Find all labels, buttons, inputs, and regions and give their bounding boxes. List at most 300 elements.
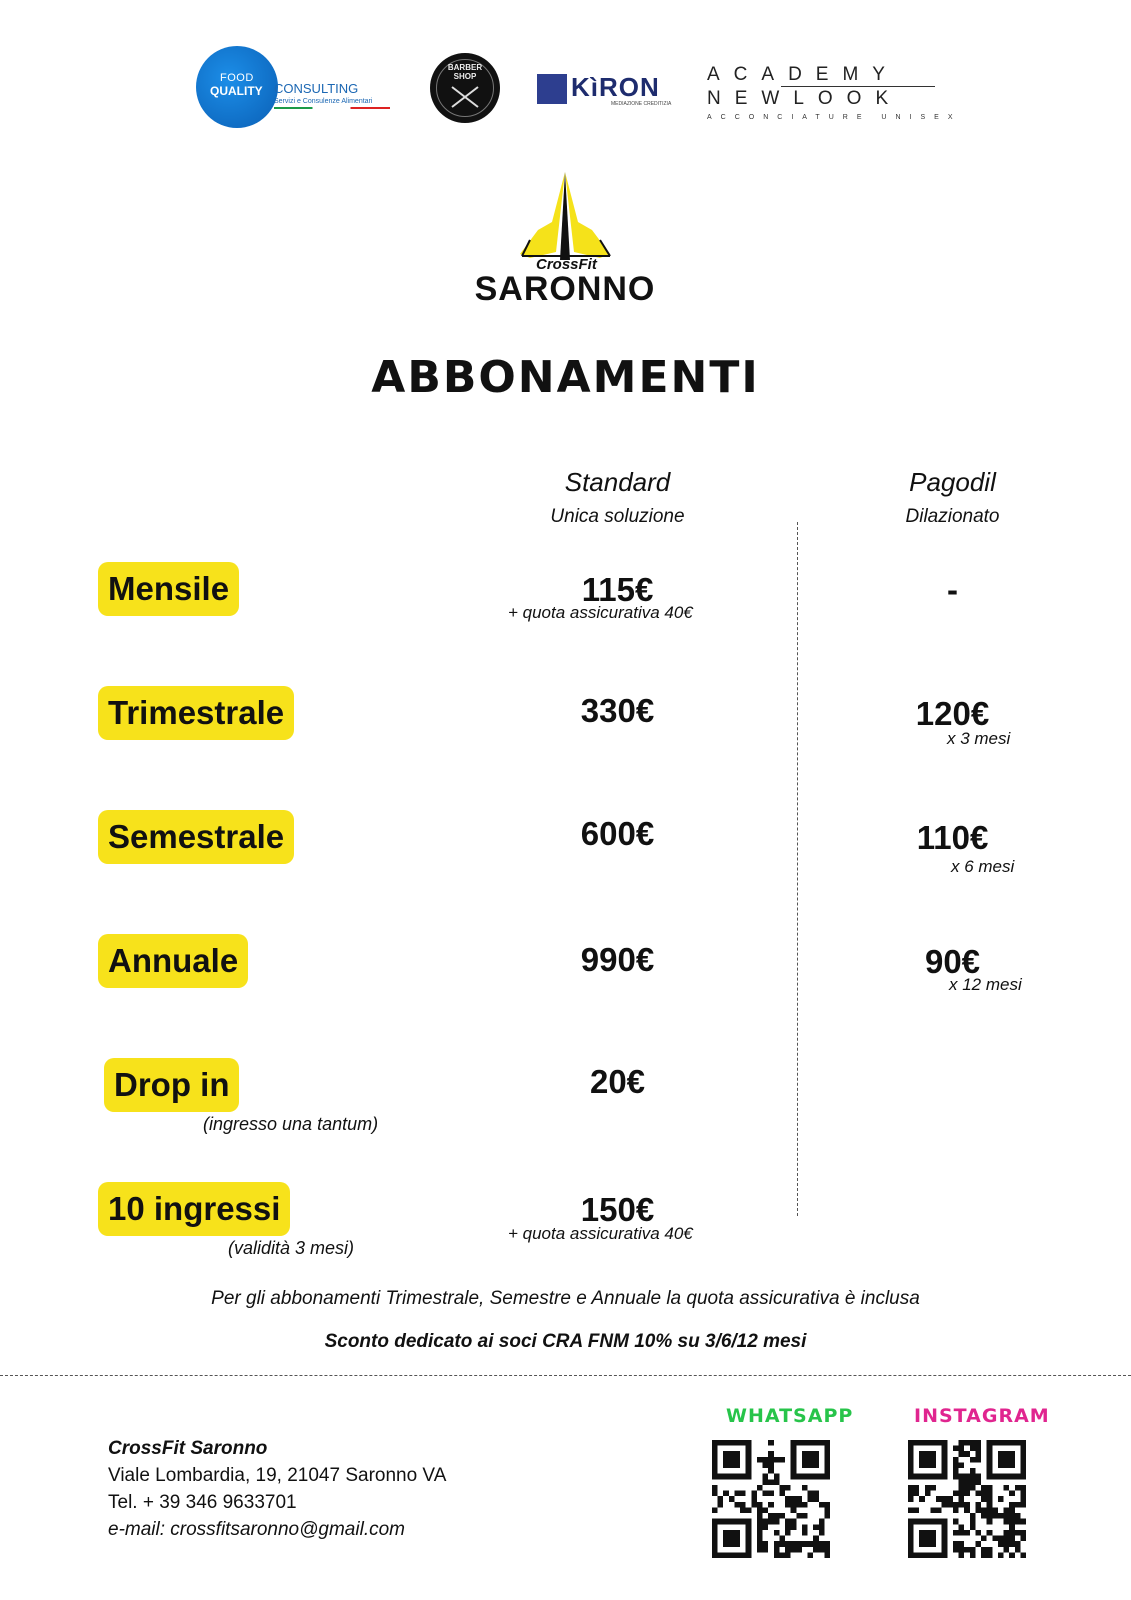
qr-module — [953, 1446, 959, 1452]
qr-module — [712, 1462, 718, 1468]
pagodil-title: Pagodil — [909, 467, 996, 497]
qr-module — [757, 1485, 763, 1491]
whatsapp-qr-code[interactable] — [712, 1440, 830, 1558]
qr-module — [768, 1513, 774, 1519]
qr-module — [919, 1552, 925, 1558]
qr-module — [919, 1496, 925, 1502]
qr-module — [1020, 1446, 1026, 1452]
qr-module — [964, 1507, 970, 1513]
qr-module — [981, 1496, 987, 1502]
qr-module — [779, 1457, 785, 1463]
qr-module — [1020, 1468, 1026, 1474]
qr-module — [734, 1451, 740, 1457]
qr-module — [802, 1513, 808, 1519]
qr-module — [914, 1474, 920, 1480]
qr-module — [959, 1462, 965, 1468]
barber-shop-logo — [430, 53, 500, 123]
qr-module — [975, 1440, 981, 1446]
qr-module — [970, 1457, 976, 1463]
qr-module — [942, 1457, 948, 1463]
qr-module — [998, 1457, 1004, 1463]
qr-module — [712, 1451, 718, 1457]
qr-module — [959, 1496, 965, 1502]
qr-module — [768, 1440, 774, 1446]
whatsapp-label: WHATSAPP — [726, 1405, 854, 1427]
qr-module — [959, 1451, 965, 1457]
footer-divider — [0, 1375, 1131, 1376]
qr-module — [757, 1547, 763, 1553]
qr-module — [1004, 1530, 1010, 1536]
qr-module — [791, 1440, 797, 1446]
qr-module — [1020, 1502, 1026, 1508]
qr-module — [947, 1502, 953, 1508]
qr-module — [774, 1547, 780, 1553]
qr-module — [959, 1524, 965, 1530]
qr-module — [942, 1524, 948, 1530]
qr-module — [746, 1541, 752, 1547]
qr-module — [1020, 1519, 1026, 1525]
instagram-qr-code[interactable] — [908, 1440, 1026, 1558]
qr-module — [740, 1491, 746, 1497]
qr-module — [975, 1479, 981, 1485]
qr-module — [919, 1536, 925, 1542]
qr-module — [774, 1552, 780, 1558]
qr-module — [998, 1552, 1004, 1558]
qr-module — [998, 1451, 1004, 1457]
qr-module — [1004, 1547, 1010, 1553]
note-pagodil-semestrale: x 6 mesi — [951, 857, 1015, 876]
qr-module — [751, 1491, 757, 1497]
qr-module — [1015, 1440, 1021, 1446]
qr-module — [718, 1519, 724, 1525]
qr-module — [746, 1457, 752, 1463]
qr-module — [987, 1440, 993, 1446]
qr-module — [987, 1491, 993, 1497]
qr-module — [723, 1474, 729, 1480]
barber-text-2: SHOP — [453, 72, 477, 81]
qr-module — [970, 1547, 976, 1553]
qr-module — [970, 1485, 976, 1491]
qr-module — [802, 1502, 808, 1508]
qr-module — [718, 1440, 724, 1446]
qr-module — [712, 1524, 718, 1530]
qr-module — [919, 1440, 925, 1446]
academy-sub: ACCONCIATURE UNISEX — [707, 114, 962, 121]
qr-module — [723, 1491, 729, 1497]
qr-module — [1004, 1440, 1010, 1446]
qr-module — [1009, 1541, 1015, 1547]
qr-module — [930, 1462, 936, 1468]
qr-module — [919, 1530, 925, 1536]
qr-module — [824, 1513, 830, 1519]
qr-module — [970, 1552, 976, 1558]
food-quality-line2: QUALITY — [210, 84, 263, 98]
qr-module — [791, 1502, 797, 1508]
qr-module — [757, 1513, 763, 1519]
qr-module — [729, 1457, 735, 1463]
qr-module — [936, 1507, 942, 1513]
qr-module — [796, 1547, 802, 1553]
qr-module — [914, 1507, 920, 1513]
qr-module — [768, 1519, 774, 1525]
crossfit-saronno-logo — [460, 170, 670, 310]
qr-module — [1009, 1451, 1015, 1457]
qr-module — [925, 1457, 931, 1463]
qr-module — [729, 1474, 735, 1480]
page-title: ABBONAMENTI — [371, 352, 760, 403]
qr-module — [1020, 1552, 1026, 1558]
qr-module — [953, 1541, 959, 1547]
qr-module — [729, 1451, 735, 1457]
barber-text-1: BARBER — [447, 63, 483, 72]
qr-module — [796, 1541, 802, 1547]
qr-module — [959, 1440, 965, 1446]
qr-module — [802, 1530, 808, 1536]
qr-module — [763, 1541, 769, 1547]
qr-module — [791, 1524, 797, 1530]
qr-module — [942, 1462, 948, 1468]
qr-module — [1020, 1485, 1026, 1491]
qr-module — [791, 1547, 797, 1553]
qr-module — [998, 1462, 1004, 1468]
qr-module — [824, 1451, 830, 1457]
qr-module — [1004, 1507, 1010, 1513]
brand-city: SARONNO — [474, 270, 656, 308]
qr-module — [964, 1474, 970, 1480]
qr-module — [964, 1485, 970, 1491]
qr-module — [774, 1513, 780, 1519]
note-pagodil-annuale: x 12 mesi — [949, 975, 1022, 994]
qr-module — [998, 1541, 1004, 1547]
qr-module — [1020, 1530, 1026, 1536]
qr-module — [992, 1507, 998, 1513]
qr-module — [1015, 1547, 1021, 1553]
qr-module — [734, 1457, 740, 1463]
qr-module — [998, 1474, 1004, 1480]
qr-module — [746, 1519, 752, 1525]
qr-module — [763, 1457, 769, 1463]
qr-module — [981, 1552, 987, 1558]
column-divider — [797, 522, 798, 1216]
academy-line1: ACADEMY — [707, 64, 899, 85]
qr-module — [729, 1552, 735, 1558]
insurance-note: Per gli abbonamenti Trimestrale, Semestre e Annuale la quota assicurativa è inclusa — [211, 1288, 920, 1309]
qr-module — [808, 1491, 814, 1497]
qr-module — [970, 1524, 976, 1530]
qr-module — [824, 1462, 830, 1468]
qr-module — [1009, 1462, 1015, 1468]
qr-module — [1009, 1536, 1015, 1542]
qr-module — [953, 1468, 959, 1474]
qr-module — [813, 1451, 819, 1457]
qr-module — [768, 1502, 774, 1508]
qr-module — [763, 1491, 769, 1497]
qr-module — [796, 1502, 802, 1508]
qr-module — [746, 1552, 752, 1558]
qr-module — [723, 1536, 729, 1542]
qr-module — [981, 1491, 987, 1497]
qr-module — [959, 1491, 965, 1497]
qr-module — [925, 1462, 931, 1468]
qr-module — [959, 1502, 965, 1508]
qr-module — [785, 1496, 791, 1502]
qr-module — [970, 1479, 976, 1485]
qr-module — [813, 1491, 819, 1497]
qr-module — [819, 1474, 825, 1480]
qr-module — [1020, 1474, 1026, 1480]
qr-module — [796, 1440, 802, 1446]
contact-email: e-mail: crossfitsaronno@gmail.com — [108, 1519, 405, 1540]
qr-module — [779, 1536, 785, 1542]
qr-module — [953, 1547, 959, 1553]
qr-module — [975, 1446, 981, 1452]
qr-module — [791, 1446, 797, 1452]
plan-label-10-ingressi: 10 ingressi — [98, 1182, 290, 1236]
qr-module — [930, 1507, 936, 1513]
qr-module — [712, 1446, 718, 1452]
qr-module — [712, 1468, 718, 1474]
qr-module — [729, 1440, 735, 1446]
qr-module — [779, 1552, 785, 1558]
italian-flag-stripe — [274, 107, 390, 109]
qr-module — [774, 1457, 780, 1463]
qr-module — [942, 1468, 948, 1474]
qr-module — [1009, 1524, 1015, 1530]
qr-module — [734, 1462, 740, 1468]
qr-module — [1004, 1462, 1010, 1468]
qr-module — [729, 1541, 735, 1547]
qr-module — [992, 1440, 998, 1446]
qr-module — [1004, 1474, 1010, 1480]
qr-module — [992, 1536, 998, 1542]
barber-logo-text — [430, 63, 500, 81]
qr-module — [718, 1502, 724, 1508]
qr-module — [908, 1446, 914, 1452]
qr-module — [992, 1513, 998, 1519]
qr-module — [925, 1474, 931, 1480]
qr-module — [925, 1485, 931, 1491]
qr-module — [1015, 1474, 1021, 1480]
qr-module — [953, 1507, 959, 1513]
qr-module — [718, 1474, 724, 1480]
qr-module — [808, 1462, 814, 1468]
qr-module — [919, 1474, 925, 1480]
qr-module — [981, 1513, 987, 1519]
qr-module — [1009, 1474, 1015, 1480]
qr-module — [936, 1552, 942, 1558]
qr-module — [824, 1446, 830, 1452]
contact-name: CrossFit Saronno — [108, 1438, 268, 1459]
qr-module — [802, 1541, 808, 1547]
qr-module — [734, 1491, 740, 1497]
standard-column-header — [500, 467, 735, 528]
qr-module — [975, 1502, 981, 1508]
qr-module — [808, 1496, 814, 1502]
qr-module — [785, 1485, 791, 1491]
instagram-label: INSTAGRAM — [914, 1405, 1050, 1427]
price-standard-drop-in: 20€ — [589, 1063, 646, 1100]
plan-label-trimestrale: Trimestrale — [98, 686, 294, 740]
qr-module — [947, 1496, 953, 1502]
qr-module — [953, 1519, 959, 1525]
qr-module — [959, 1474, 965, 1480]
qr-module — [908, 1491, 914, 1497]
qr-module — [1009, 1440, 1015, 1446]
qr-module — [964, 1502, 970, 1508]
qr-module — [959, 1485, 965, 1491]
qr-module — [975, 1457, 981, 1463]
qr-module — [987, 1519, 993, 1525]
qr-module — [718, 1552, 724, 1558]
price-standard-mensile: 115€ — [581, 571, 654, 608]
qr-module — [925, 1440, 931, 1446]
qr-module — [970, 1513, 976, 1519]
qr-module — [930, 1536, 936, 1542]
qr-module — [908, 1507, 914, 1513]
note-pagodil-trimestrale: x 3 mesi — [947, 729, 1011, 748]
qr-module — [768, 1462, 774, 1468]
qr-module — [791, 1457, 797, 1463]
qr-module — [908, 1552, 914, 1558]
note-standard-10-ingressi: + quota assicurativa 40€ — [508, 1224, 693, 1243]
qr-module — [824, 1502, 830, 1508]
academy-line2: NEWLOOK — [707, 88, 903, 109]
qr-module — [942, 1474, 948, 1480]
pagodil-subtitle: Dilazionato — [905, 506, 1000, 527]
qr-module — [734, 1502, 740, 1508]
qr-module — [1004, 1457, 1010, 1463]
qr-module — [987, 1446, 993, 1452]
qr-module — [1020, 1451, 1026, 1457]
kiron-icon — [537, 74, 567, 104]
qr-module — [734, 1530, 740, 1536]
qr-module — [779, 1513, 785, 1519]
qr-module — [975, 1507, 981, 1513]
qr-module — [1020, 1457, 1026, 1463]
qr-module — [998, 1440, 1004, 1446]
qr-module — [975, 1491, 981, 1497]
qr-module — [757, 1507, 763, 1513]
qr-module — [908, 1440, 914, 1446]
price-standard-semestrale: 600€ — [580, 815, 655, 852]
qr-module — [959, 1446, 965, 1452]
qr-module — [930, 1440, 936, 1446]
qr-module — [802, 1524, 808, 1530]
qr-module — [746, 1440, 752, 1446]
qr-module — [819, 1524, 825, 1530]
qr-module — [774, 1479, 780, 1485]
qr-module — [964, 1479, 970, 1485]
qr-module — [746, 1507, 752, 1513]
contact-block — [108, 1435, 446, 1543]
qr-module — [919, 1541, 925, 1547]
qr-module — [1020, 1496, 1026, 1502]
qr-module — [740, 1440, 746, 1446]
qr-module — [808, 1474, 814, 1480]
contact-phone: Tel. + 39 346 9633701 — [108, 1492, 297, 1513]
qr-module — [712, 1547, 718, 1553]
qr-module — [925, 1536, 931, 1542]
qr-module — [779, 1541, 785, 1547]
qr-module — [819, 1440, 825, 1446]
qr-module — [914, 1491, 920, 1497]
price-pagodil-mensile: - — [947, 571, 958, 608]
qr-module — [964, 1440, 970, 1446]
qr-module — [998, 1536, 1004, 1542]
qr-module — [734, 1552, 740, 1558]
qr-module — [802, 1457, 808, 1463]
standard-title: Standard — [564, 467, 671, 497]
qr-module — [987, 1530, 993, 1536]
brand-name: CrossFit — [536, 256, 597, 273]
qr-module — [757, 1524, 763, 1530]
qr-module — [712, 1519, 718, 1525]
qr-module — [981, 1485, 987, 1491]
qr-module — [802, 1462, 808, 1468]
qr-module — [930, 1451, 936, 1457]
qr-module — [796, 1496, 802, 1502]
pagodil-column-header — [835, 467, 1070, 528]
qr-module — [819, 1541, 825, 1547]
qr-module — [930, 1457, 936, 1463]
qr-module — [734, 1536, 740, 1542]
qr-module — [964, 1530, 970, 1536]
qr-module — [768, 1451, 774, 1457]
qr-module — [914, 1519, 920, 1525]
qr-module — [987, 1485, 993, 1491]
qr-module — [981, 1507, 987, 1513]
qr-module — [813, 1440, 819, 1446]
qr-module — [746, 1451, 752, 1457]
qr-module — [998, 1513, 1004, 1519]
qr-module — [930, 1541, 936, 1547]
qr-module — [1004, 1513, 1010, 1519]
qr-module — [908, 1485, 914, 1491]
qr-module — [942, 1530, 948, 1536]
qr-module — [808, 1440, 814, 1446]
qr-module — [791, 1496, 797, 1502]
qr-module — [908, 1496, 914, 1502]
qr-module — [1015, 1519, 1021, 1525]
qr-module — [824, 1507, 830, 1513]
qr-module — [757, 1530, 763, 1536]
qr-module — [992, 1474, 998, 1480]
qr-module — [712, 1530, 718, 1536]
food-quality-name: CONSULTING — [274, 81, 359, 96]
qr-module — [1015, 1541, 1021, 1547]
qr-module — [959, 1479, 965, 1485]
qr-module — [975, 1451, 981, 1457]
qr-module — [774, 1519, 780, 1525]
qr-module — [908, 1536, 914, 1542]
qr-module — [942, 1547, 948, 1553]
qr-module — [824, 1440, 830, 1446]
qr-module — [953, 1491, 959, 1497]
qr-module — [987, 1457, 993, 1463]
qr-module — [824, 1547, 830, 1553]
discount-note: Sconto dedicato ai soci CRA FNM 10% su 3/6/12 mesi — [324, 1331, 807, 1352]
qr-module — [740, 1474, 746, 1480]
qr-module — [712, 1457, 718, 1463]
qr-module — [791, 1519, 797, 1525]
qr-module — [942, 1451, 948, 1457]
qr-module — [757, 1502, 763, 1508]
qr-module — [746, 1530, 752, 1536]
qr-module — [925, 1541, 931, 1547]
qr-module — [942, 1446, 948, 1452]
qr-module — [1009, 1491, 1015, 1497]
qr-module — [925, 1519, 931, 1525]
